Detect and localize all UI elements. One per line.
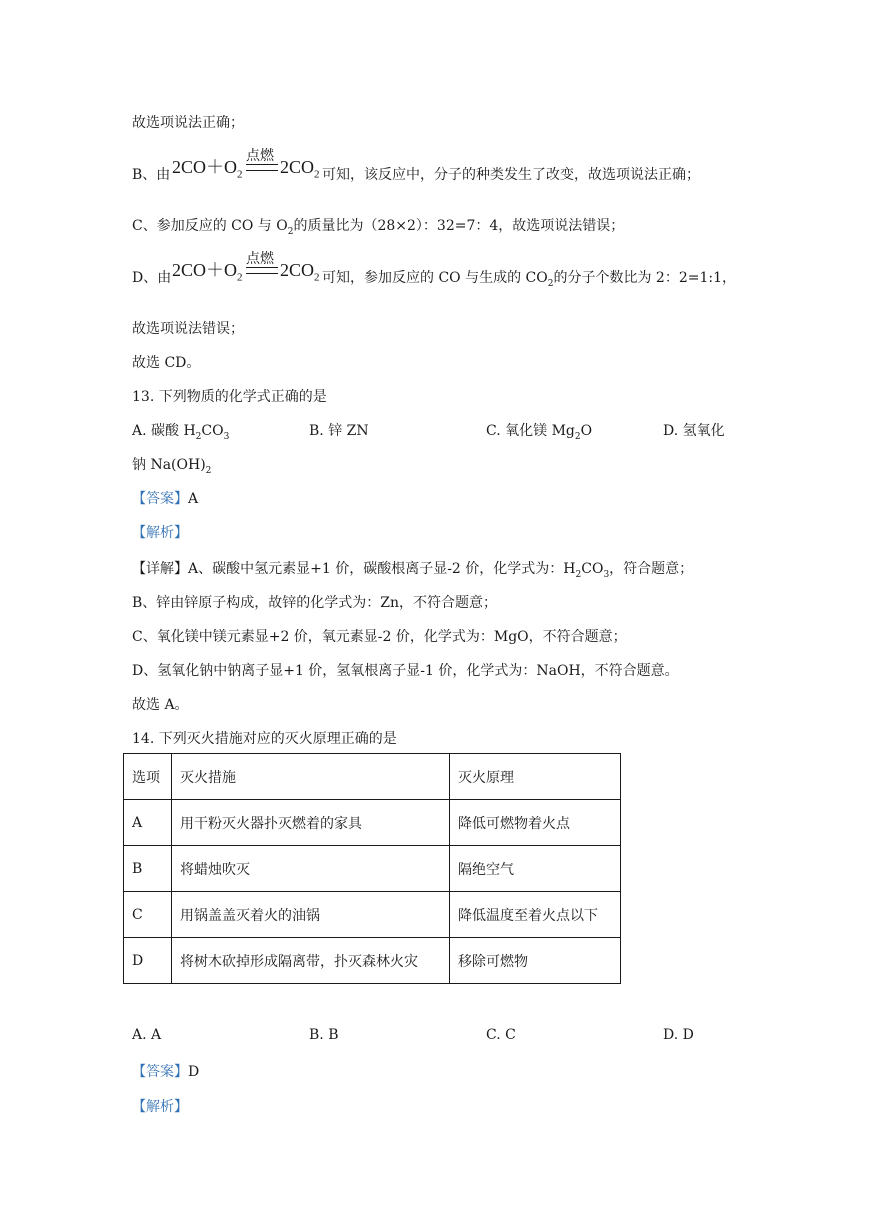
- explanation-line: 故选 A。: [132, 697, 189, 713]
- text-line: 故选 CD。: [132, 355, 201, 371]
- detail-tag: 【详解】: [132, 561, 188, 577]
- option-a: A. A: [132, 1027, 162, 1043]
- table-row: [124, 800, 621, 846]
- table-cell: A: [124, 800, 172, 846]
- option-d: D. 氢氧化: [663, 423, 725, 439]
- answer-tag: 【答案】: [132, 491, 188, 507]
- table-cell: 用干粉灭火器扑灭燃着的家具: [172, 800, 450, 846]
- text-line: 故选项说法正确；: [132, 115, 244, 131]
- text-line: 可知，该反应中，分子的种类发生了改变，故选项说法正确；: [322, 167, 700, 183]
- equation-products: $2CO_2$: [280, 260, 320, 284]
- option-b: B. 锌 ZN: [309, 423, 369, 439]
- answer-line: [132, 1061, 199, 1081]
- equation-reactants: $2CO+O_2$: [172, 260, 243, 284]
- table-cell: 降低可燃物着火点: [450, 800, 621, 846]
- text-line: 故选项说法错误；: [132, 321, 244, 337]
- explanation-line: D、氢氧化钠中钠离子显+1 价，氢氧根离子显-1 价，化学式为：NaOH，不符合题意。: [132, 663, 679, 679]
- option-b: B. B: [309, 1027, 339, 1043]
- analysis-tag: 【解析】: [132, 525, 188, 541]
- chemical-equation: [172, 145, 322, 185]
- line-prefix: B、由: [132, 167, 171, 183]
- table-row: [124, 846, 621, 892]
- table-cell: 将蜡烛吹灭: [172, 846, 450, 892]
- reaction-condition: 点燃: [246, 251, 274, 267]
- option-a: A. 碳酸 $H_2CO_3$: [132, 423, 230, 442]
- table-cell: D: [124, 938, 172, 984]
- explanation-line: C、氧化镁中镁元素显+2 价，氧元素显-2 价，化学式为：MgO，不符合题意；: [132, 629, 627, 645]
- analysis-tag: 【解析】: [132, 1099, 188, 1115]
- question-stem: 13. 下列物质的化学式正确的是: [132, 389, 327, 405]
- text-line: [132, 164, 170, 184]
- equation-double-bar: [246, 267, 278, 274]
- option-c: C. C: [486, 1027, 516, 1043]
- detail-line: 【详解】A、碳酸中氢元素显+1 价，碳酸根离子显-2 价，化学式为：$H_2CO_3$，符合题意；: [132, 561, 694, 580]
- text-line: D、由: [132, 270, 172, 286]
- table-header-cell: 灭火措施: [172, 754, 450, 800]
- equation-reactants: $2CO+O_2$: [172, 157, 243, 181]
- table-row: [124, 938, 621, 984]
- equation-double-bar: [246, 164, 278, 171]
- table-cell: 将树木砍掉形成隔离带，扑灭森林火灾: [172, 938, 450, 984]
- equation-products: $2CO_2$: [280, 157, 320, 181]
- answer-line: [132, 488, 198, 508]
- explanation-line: B、锌由锌原子构成，故锌的化学式为：Zn，不符合题意；: [132, 595, 498, 611]
- text-line: C、参加反应的 CO 与 $O_2$的质量比为（28×2）：32=7：4，故选项说法错误；: [132, 218, 625, 237]
- table-cell: 隔绝空气: [450, 846, 621, 892]
- answer-value: A: [188, 491, 199, 507]
- reaction-condition: 点燃: [246, 148, 274, 164]
- table-cell: 用锅盖盖灭着火的油锅: [172, 892, 450, 938]
- table-header-cell: 选项: [124, 754, 172, 800]
- chemical-equation: [172, 248, 322, 288]
- table-cell: B: [124, 846, 172, 892]
- table-header-cell: 灭火原理: [450, 754, 621, 800]
- table-cell: 降低温度至着火点以下: [450, 892, 621, 938]
- text-line: 可知，参加反应的 CO 与生成的 $CO_2$的分子个数比为 2：2=1:1，: [322, 270, 736, 289]
- table-cell: 移除可燃物: [450, 938, 621, 984]
- option-d: D. D: [663, 1027, 694, 1043]
- option-d-continued: 钠 $Na(OH)_2$: [132, 457, 212, 476]
- answer-tag: 【答案】: [132, 1064, 188, 1080]
- table-row: [124, 892, 621, 938]
- answer-value: D: [188, 1064, 200, 1080]
- fire-extinguishing-table: [123, 753, 621, 984]
- question-stem: 14. 下列灭火措施对应的灭火原理正确的是: [132, 731, 397, 747]
- option-c: C. 氧化镁 $Mg_2O$: [486, 423, 593, 442]
- table-cell: C: [124, 892, 172, 938]
- table-header-row: [124, 754, 621, 800]
